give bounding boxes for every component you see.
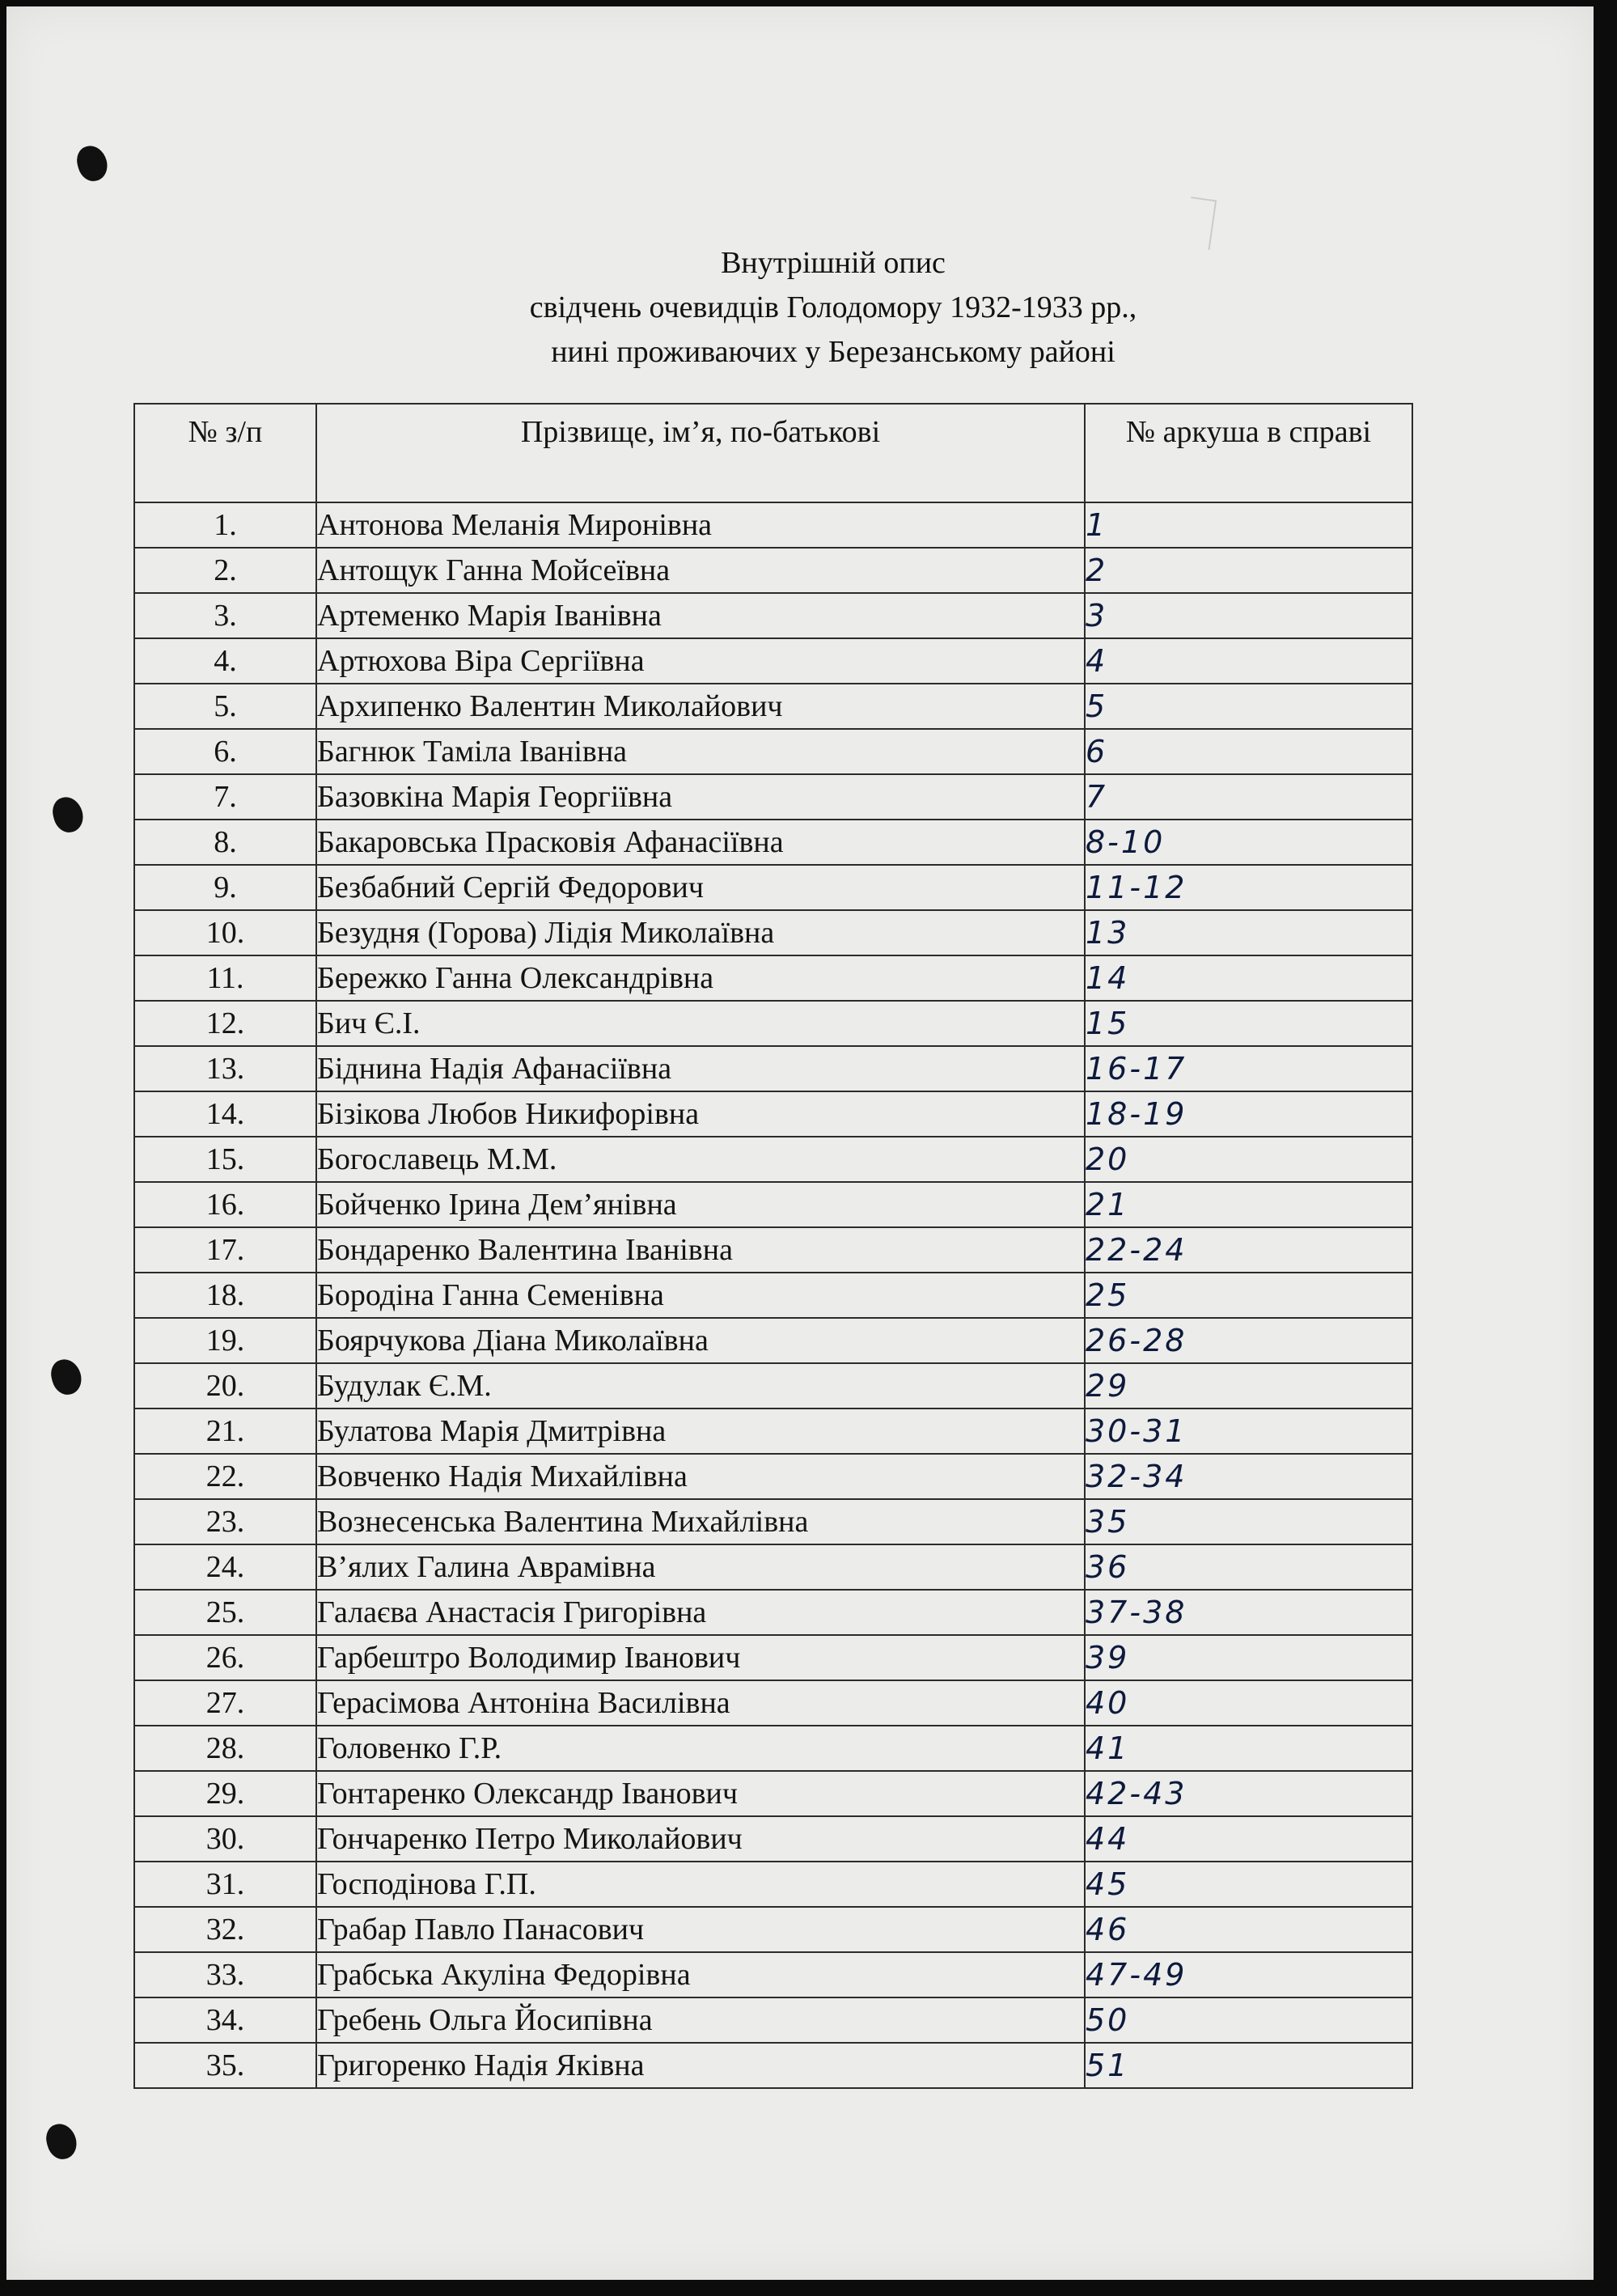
table-row [134, 502, 1412, 548]
row-sheet-number: 2 [1085, 548, 1412, 593]
table-row [134, 865, 1412, 910]
row-name: Головенко Г.Р. [316, 1726, 1085, 1771]
row-sheet-number: 30-31 [1085, 1409, 1412, 1454]
row-sheet-number: 18-19 [1085, 1091, 1412, 1137]
row-name: Вовченко Надія Михайлівна [316, 1454, 1085, 1499]
row-number: 6. [134, 729, 316, 774]
row-name: Бондаренко Валентина Іванівна [316, 1227, 1085, 1273]
row-sheet-number: 7 [1085, 774, 1412, 820]
table-row [134, 1182, 1412, 1227]
row-name: Бородіна Ганна Семенівна [316, 1273, 1085, 1318]
title-line: свідчень очевидців Голодомору 1932-1933 рр., [529, 290, 1137, 324]
table-row [134, 955, 1412, 1001]
row-number: 30. [134, 1816, 316, 1862]
row-sheet-number: 22-24 [1085, 1227, 1412, 1273]
table-row [134, 1544, 1412, 1590]
row-sheet-number: 41 [1085, 1726, 1412, 1771]
table-row [134, 729, 1412, 774]
table-row [134, 1001, 1412, 1046]
row-number: 22. [134, 1454, 316, 1499]
row-name: Артеменко Марія Іванівна [316, 593, 1085, 638]
row-number: 9. [134, 865, 316, 910]
row-sheet-number: 20 [1085, 1137, 1412, 1182]
table-row [134, 1318, 1412, 1363]
row-sheet-number: 15 [1085, 1001, 1412, 1046]
row-number: 12. [134, 1001, 316, 1046]
row-name: Біднина Надія Афанасіївна [316, 1046, 1085, 1091]
row-name: Безудня (Горова) Лідія Миколаївна [316, 910, 1085, 955]
header-name: Прізвище, ім’я, по-батькові [316, 404, 1085, 502]
row-number: 4. [134, 638, 316, 684]
row-sheet-number: 26-28 [1085, 1318, 1412, 1363]
row-number: 24. [134, 1544, 316, 1590]
row-sheet-number: 4 [1085, 638, 1412, 684]
row-sheet-number: 16-17 [1085, 1046, 1412, 1091]
row-number: 13. [134, 1046, 316, 1091]
row-sheet-number: 6 [1085, 729, 1412, 774]
row-sheet-number: 44 [1085, 1816, 1412, 1862]
title-line: нині проживаючих у Березанському районі [551, 335, 1115, 369]
row-name: Бич Є.І. [316, 1001, 1085, 1046]
document-title [421, 241, 1246, 375]
table-row [134, 638, 1412, 684]
table-row [134, 1046, 1412, 1091]
table-row [134, 1363, 1412, 1409]
table-row [134, 1273, 1412, 1318]
table-row [134, 1771, 1412, 1816]
row-number: 20. [134, 1363, 316, 1409]
table-row [134, 820, 1412, 865]
row-number: 7. [134, 774, 316, 820]
row-name: Базовкіна Марія Георгіївна [316, 774, 1085, 820]
row-number: 8. [134, 820, 316, 865]
row-sheet-number: 51 [1085, 2043, 1412, 2088]
row-number: 1. [134, 502, 316, 548]
row-name: Бережко Ганна Олександрівна [316, 955, 1085, 1001]
table-row [134, 1409, 1412, 1454]
row-name: Боярчукова Діана Миколаївна [316, 1318, 1085, 1363]
row-name: Будулак Є.М. [316, 1363, 1085, 1409]
table-row [134, 1907, 1412, 1952]
row-name: Гончаренко Петро Миколайович [316, 1816, 1085, 1862]
row-sheet-number: 45 [1085, 1862, 1412, 1907]
row-sheet-number: 25 [1085, 1273, 1412, 1318]
row-name: Бізікова Любов Никифорівна [316, 1091, 1085, 1137]
row-name: Грабська Акуліна Федорівна [316, 1952, 1085, 1997]
row-name: Антонова Меланія Миронівна [316, 502, 1085, 548]
row-number: 14. [134, 1091, 316, 1137]
row-sheet-number: 35 [1085, 1499, 1412, 1544]
row-name: Бакаровська Прасковія Афанасіївна [316, 820, 1085, 865]
row-name: Безбабний Сергій Федорович [316, 865, 1085, 910]
row-number: 16. [134, 1182, 316, 1227]
table-row [134, 1816, 1412, 1862]
row-name: Артюхова Віра Сергіївна [316, 638, 1085, 684]
row-sheet-number: 5 [1085, 684, 1412, 729]
row-name: Гарбештро Володимир Іванович [316, 1635, 1085, 1680]
row-name: Герасімова Антоніна Василівна [316, 1680, 1085, 1726]
table-row [134, 1137, 1412, 1182]
row-number: 2. [134, 548, 316, 593]
table-body [134, 502, 1412, 2088]
row-number: 26. [134, 1635, 316, 1680]
table-row [134, 1680, 1412, 1726]
row-number: 31. [134, 1862, 316, 1907]
row-sheet-number: 40 [1085, 1680, 1412, 1726]
row-number: 21. [134, 1409, 316, 1454]
row-number: 15. [134, 1137, 316, 1182]
table-row [134, 910, 1412, 955]
row-name: Гонтаренко Олександр Іванович [316, 1771, 1085, 1816]
row-name: Антощук Ганна Мойсеївна [316, 548, 1085, 593]
row-name: Булатова Марія Дмитрівна [316, 1409, 1085, 1454]
row-number: 3. [134, 593, 316, 638]
row-sheet-number: 37-38 [1085, 1590, 1412, 1635]
row-name: Грабар Павло Панасович [316, 1907, 1085, 1952]
table-row [134, 1590, 1412, 1635]
row-sheet-number: 46 [1085, 1907, 1412, 1952]
row-sheet-number: 1 [1085, 502, 1412, 548]
row-number: 5. [134, 684, 316, 729]
row-number: 34. [134, 1997, 316, 2043]
table-row [134, 1952, 1412, 1997]
row-name: Галаєва Анастасія Григорівна [316, 1590, 1085, 1635]
row-name: Господінова Г.П. [316, 1862, 1085, 1907]
row-sheet-number: 47-49 [1085, 1952, 1412, 1997]
header-sheet: № аркуша в справі [1085, 404, 1412, 502]
row-number: 17. [134, 1227, 316, 1273]
row-number: 19. [134, 1318, 316, 1363]
table-row [134, 1454, 1412, 1499]
row-sheet-number: 13 [1085, 910, 1412, 955]
inventory-table [133, 403, 1413, 2089]
row-sheet-number: 8-10 [1085, 820, 1412, 865]
row-name: Григоренко Надія Яківна [316, 2043, 1085, 2088]
row-sheet-number: 50 [1085, 1997, 1412, 2043]
row-name: Бойченко Ірина Дем’янівна [316, 1182, 1085, 1227]
row-sheet-number: 29 [1085, 1363, 1412, 1409]
row-sheet-number: 36 [1085, 1544, 1412, 1590]
table-row [134, 548, 1412, 593]
table-row [134, 1227, 1412, 1273]
table-row [134, 1635, 1412, 1680]
row-number: 23. [134, 1499, 316, 1544]
row-sheet-number: 14 [1085, 955, 1412, 1001]
row-number: 33. [134, 1952, 316, 1997]
table-row [134, 1499, 1412, 1544]
table-row [134, 593, 1412, 638]
table-row [134, 684, 1412, 729]
row-number: 27. [134, 1680, 316, 1726]
row-sheet-number: 3 [1085, 593, 1412, 638]
row-number: 11. [134, 955, 316, 1001]
row-number: 28. [134, 1726, 316, 1771]
table-row [134, 1091, 1412, 1137]
row-name: Вознесенська Валентина Михайлівна [316, 1499, 1085, 1544]
row-number: 10. [134, 910, 316, 955]
row-name: Богославець М.М. [316, 1137, 1085, 1182]
row-name: Багнюк Таміла Іванівна [316, 729, 1085, 774]
row-number: 29. [134, 1771, 316, 1816]
row-sheet-number: 42-43 [1085, 1771, 1412, 1816]
row-number: 25. [134, 1590, 316, 1635]
row-name: В’ялих Галина Аврамівна [316, 1544, 1085, 1590]
table-row [134, 1726, 1412, 1771]
row-sheet-number: 32-34 [1085, 1454, 1412, 1499]
table-row [134, 1862, 1412, 1907]
row-sheet-number: 39 [1085, 1635, 1412, 1680]
header-number: № з/п [134, 404, 316, 502]
row-name: Гребень Ольга Йосипівна [316, 1997, 1085, 2043]
row-name: Архипенко Валентин Миколайович [316, 684, 1085, 729]
row-sheet-number: 21 [1085, 1182, 1412, 1227]
table-row [134, 2043, 1412, 2088]
title-line: Внутрішній опис [721, 246, 946, 280]
row-number: 32. [134, 1907, 316, 1952]
table-row [134, 1997, 1412, 2043]
table-header-row [134, 404, 1412, 502]
row-number: 35. [134, 2043, 316, 2088]
table-row [134, 774, 1412, 820]
row-sheet-number: 11-12 [1085, 865, 1412, 910]
row-number: 18. [134, 1273, 316, 1318]
